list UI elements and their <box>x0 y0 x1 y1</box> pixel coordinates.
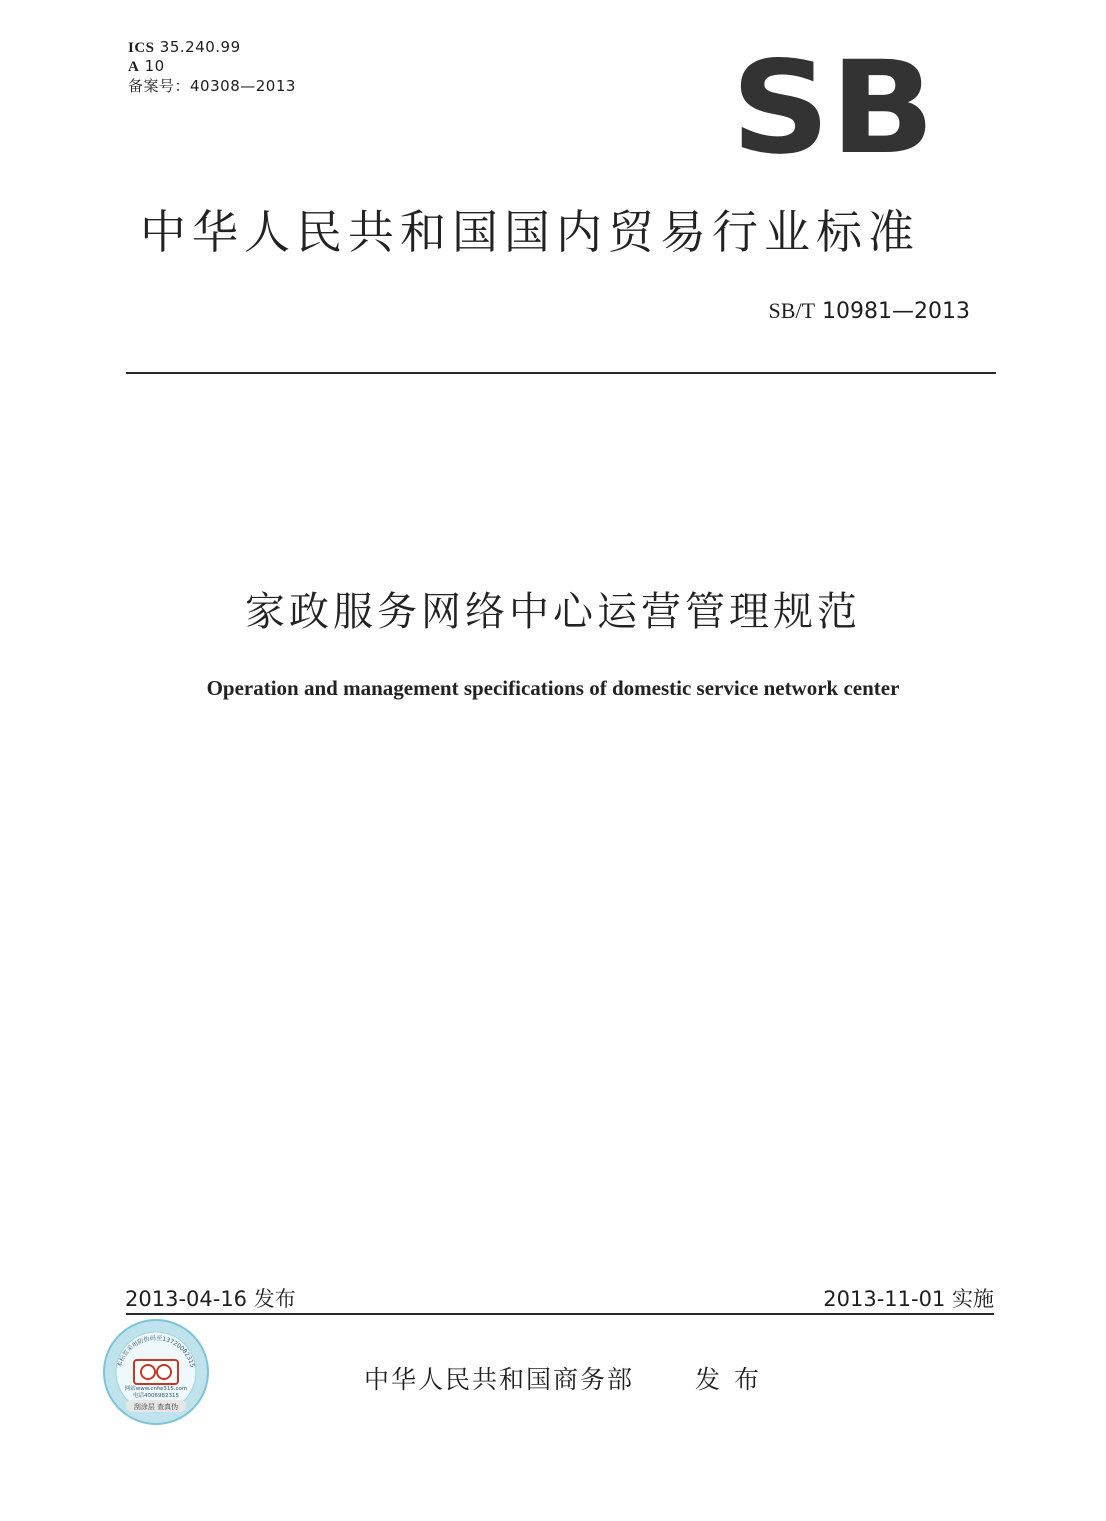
ics-key: ICS <box>128 40 155 56</box>
sb-logo-text: SB <box>731 52 935 162</box>
header-divider <box>126 372 996 374</box>
ics-code <box>128 38 241 58</box>
anti-counterfeit-seal <box>102 1318 210 1426</box>
standard-prefix: SB/T <box>768 298 816 323</box>
publisher-name: 中华人民共和国商务部 <box>364 1365 635 1394</box>
publish-label: 发布 <box>695 1365 774 1394</box>
seal-phone-text: 电话4006982315 <box>133 1393 179 1399</box>
ics-value: 35.240.99 <box>159 38 241 56</box>
sb-logo <box>728 52 938 162</box>
seal-bottom-text: 刮涂层 查真伪 <box>133 1403 179 1411</box>
standard-number <box>730 298 970 324</box>
record-label: 备案号： <box>128 77 191 95</box>
impl-date-value: 2013-11-01 <box>823 1287 946 1311</box>
english-title: Operation and management specifications of domestic service network center <box>206 676 900 700</box>
record-number <box>128 77 296 96</box>
standard-code: 10981—2013 <box>822 299 970 324</box>
record-value: 40308—2013 <box>190 77 296 95</box>
chinese-title: 家政服务网络中心运营管理规范 <box>245 589 861 635</box>
impl-date-label: 实施 <box>952 1287 994 1311</box>
issue-date-value: 2013-04-16 <box>125 1287 248 1311</box>
issue-date <box>125 1283 296 1313</box>
industry-standard-title: 中华人民共和国国内贸易行业标准 <box>140 205 920 259</box>
class-value: 10 <box>144 57 165 75</box>
class-key: A <box>128 59 140 75</box>
seal-site-text: 网站www.cnfw315.com <box>124 1386 188 1392</box>
implementation-date <box>700 1283 994 1313</box>
classification-code <box>128 57 165 77</box>
seal-ring-text: 本标签采用防伪码至13720082315 <box>116 1334 196 1369</box>
footer-divider <box>126 1313 994 1315</box>
issue-date-label: 发布 <box>253 1287 296 1311</box>
